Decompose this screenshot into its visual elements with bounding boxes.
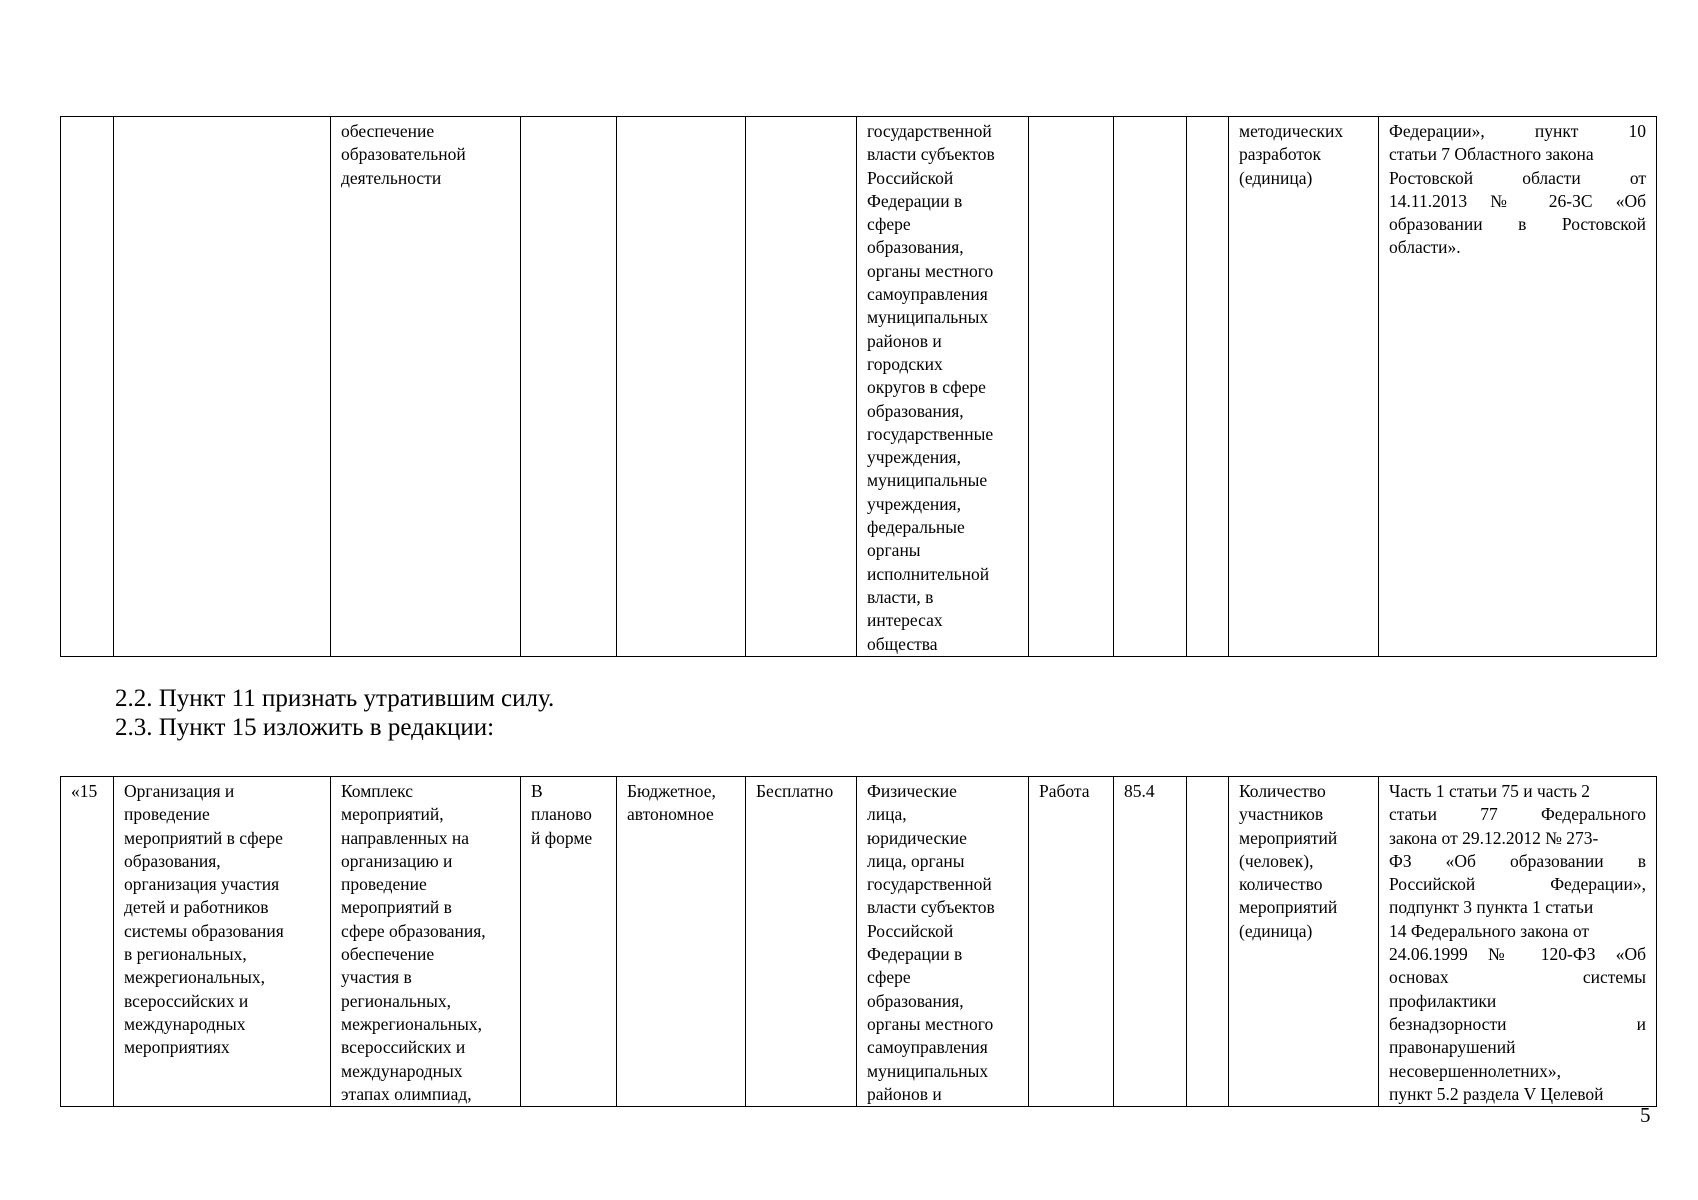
cell-text-line: государственные bbox=[867, 423, 994, 444]
cell-text-line: мероприятий bbox=[1239, 827, 1338, 848]
cell-text-line: межрегиональных, bbox=[124, 967, 265, 988]
cell-text-line: исполнительной bbox=[867, 563, 990, 584]
cell-text-line: основах системы bbox=[1389, 967, 1646, 988]
table-cell bbox=[617, 777, 746, 1107]
cell-text-line: органы местного bbox=[867, 260, 994, 281]
cell-text-line: самоуправления bbox=[867, 1037, 988, 1058]
table-cell bbox=[61, 117, 114, 657]
cell-text-line: округов в сфере bbox=[867, 377, 986, 398]
cell-text-line: системы образования bbox=[124, 920, 284, 941]
table-cell bbox=[114, 777, 331, 1107]
cell-text-line: Комплекс bbox=[341, 781, 413, 801]
table-item-15 bbox=[60, 776, 1657, 1107]
table-cell bbox=[1379, 777, 1657, 1107]
cell-text-line: Бесплатно bbox=[756, 781, 834, 801]
cell-text-line: мероприятий в сфере bbox=[124, 827, 283, 848]
cell-text-line: Ростовской области от bbox=[1389, 167, 1646, 188]
table-cell bbox=[857, 117, 1029, 657]
cell-text-line: региональных, bbox=[341, 990, 452, 1011]
cell-text-line: (единица) bbox=[1239, 920, 1313, 941]
cell-text-line: деятельности bbox=[341, 167, 442, 188]
cell-text-line: (человек), bbox=[1239, 850, 1314, 871]
cell-text-line: автономное bbox=[627, 804, 714, 825]
cell-text-line: статьи 7 Областного закона bbox=[1389, 144, 1594, 165]
cell-text-line: разработок bbox=[1239, 144, 1322, 165]
table-row bbox=[61, 777, 1657, 1107]
table-cell bbox=[1379, 117, 1657, 657]
cell-text-line: области». bbox=[1389, 237, 1461, 258]
table-cell bbox=[1187, 117, 1229, 657]
cell-text-line: закона от 29.12.2012 № 273- bbox=[1389, 827, 1599, 848]
cell-text-line: Федерации», пункт 10 bbox=[1389, 121, 1646, 141]
table-cell bbox=[1229, 777, 1379, 1107]
table-cell bbox=[857, 777, 1029, 1107]
cell-text-line: количество bbox=[1239, 874, 1323, 895]
cell-text-line: организацию и bbox=[341, 850, 453, 871]
cell-text-line: районов и bbox=[867, 1083, 942, 1104]
cell-text-line: органы bbox=[867, 540, 921, 561]
cell-text-line: этапах олимпиад, bbox=[341, 1083, 472, 1104]
cell-text-line: сфере bbox=[867, 214, 911, 235]
cell-text-line: обеспечение bbox=[341, 121, 435, 141]
page-number: 5 bbox=[1640, 1103, 1651, 1127]
cell-text-line: Федерации в bbox=[867, 190, 963, 211]
cell-text-line: Федерации в bbox=[867, 944, 963, 965]
cell-text-line: мероприятий в bbox=[341, 897, 452, 918]
table-cell bbox=[617, 117, 746, 657]
cell-text-line: участия в bbox=[341, 967, 412, 988]
table-cell bbox=[331, 777, 521, 1107]
table-cell bbox=[331, 117, 521, 657]
cell-text-line: муниципальных bbox=[867, 307, 989, 328]
table-cell bbox=[746, 777, 857, 1107]
cell-text-line: проведение bbox=[124, 804, 210, 825]
cell-text-line: учреждения, bbox=[867, 447, 961, 468]
cell-text-line: статьи 77 Федерального bbox=[1389, 804, 1646, 825]
cell-text-line: планово bbox=[531, 804, 592, 825]
cell-text-line: самоуправления bbox=[867, 284, 988, 305]
cell-text-line: безнадзорности и bbox=[1389, 1013, 1646, 1034]
cell-text-line: направленных на bbox=[341, 827, 470, 848]
cell-text-line: муниципальные bbox=[867, 470, 988, 491]
cell-text-line: городских bbox=[867, 353, 943, 374]
cell-text-line: интересах bbox=[867, 610, 943, 631]
table-cell bbox=[1029, 117, 1114, 657]
cell-text-line: лица, bbox=[867, 804, 907, 825]
cell-text-line: всероссийских и bbox=[124, 990, 249, 1011]
cell-text-line: 85.4 bbox=[1124, 781, 1155, 801]
cell-text-line: участников bbox=[1239, 804, 1324, 825]
cell-text-line: несовершеннолетних», bbox=[1389, 1060, 1562, 1081]
cell-text-line: ФЗ «Об образовании в bbox=[1389, 850, 1646, 871]
table-cell bbox=[114, 117, 331, 657]
table-row bbox=[61, 117, 1657, 657]
cell-text-line: мероприятий, bbox=[341, 804, 444, 825]
table-cell bbox=[1114, 117, 1187, 657]
cell-text-line: подпункт 3 пункта 1 статьи bbox=[1389, 897, 1594, 918]
cell-text-line: межрегиональных, bbox=[341, 1013, 482, 1034]
cell-text-line: власти субъектов bbox=[867, 897, 995, 918]
cell-text-line: обеспечение bbox=[341, 944, 435, 965]
cell-text-line: Бюджетное, bbox=[627, 781, 716, 801]
cell-text-line: проведение bbox=[341, 874, 427, 895]
table-cell bbox=[1114, 777, 1187, 1107]
cell-text-line: (единица) bbox=[1239, 167, 1313, 188]
cell-text-line: федеральные bbox=[867, 517, 965, 538]
cell-text-line: Часть 1 статьи 75 и часть 2 bbox=[1389, 781, 1591, 801]
cell-text-line: 24.06.1999 № 120-ФЗ «Об bbox=[1389, 944, 1646, 965]
cell-text-line: й форме bbox=[531, 827, 593, 848]
cell-text-line: юридические bbox=[867, 827, 967, 848]
table-cell bbox=[1229, 117, 1379, 657]
cell-text-line: Физические bbox=[867, 781, 957, 801]
cell-text-line: районов и bbox=[867, 330, 942, 351]
cell-text-line: образования, bbox=[867, 400, 964, 421]
cell-text-line: Российской bbox=[867, 920, 954, 941]
cell-text-line: сфере bbox=[867, 967, 911, 988]
cell-text-line: государственной bbox=[867, 874, 992, 895]
cell-text-line: власти, в bbox=[867, 586, 934, 607]
cell-text-line: «15 bbox=[71, 781, 98, 801]
cell-text-line: муниципальных bbox=[867, 1060, 989, 1081]
cell-text-line: в региональных, bbox=[124, 944, 247, 965]
table-cell bbox=[61, 777, 114, 1107]
cell-text-line: Российской Федерации», bbox=[1389, 874, 1646, 895]
cell-text-line: правонарушений bbox=[1389, 1037, 1516, 1058]
cell-text-line: образовательной bbox=[341, 144, 466, 165]
cell-text-line: 14 Федерального закона от bbox=[1389, 920, 1589, 941]
cell-text-line: мероприятий bbox=[1239, 897, 1338, 918]
cell-text-line: Организация и bbox=[124, 781, 235, 801]
cell-text-line: государственной bbox=[867, 121, 992, 141]
cell-text-line: всероссийских и bbox=[341, 1037, 466, 1058]
paragraph-2-2: 2.2. Пункт 11 признать утратившим силу. bbox=[115, 685, 555, 712]
cell-text-line: образования, bbox=[867, 990, 964, 1011]
cell-text-line: органы местного bbox=[867, 1013, 994, 1034]
cell-text-line: детей и работников bbox=[124, 897, 269, 918]
cell-text-line: пункт 5.2 раздела V Целевой bbox=[1389, 1083, 1604, 1104]
cell-text-line: организация участия bbox=[124, 874, 280, 895]
cell-text-line: Работа bbox=[1039, 781, 1090, 801]
table-cell bbox=[1029, 777, 1114, 1107]
cell-text-line: учреждения, bbox=[867, 493, 961, 514]
cell-text-line: методических bbox=[1239, 121, 1344, 141]
cell-text-line: власти субъектов bbox=[867, 144, 995, 165]
cell-text-line: лица, органы bbox=[867, 850, 965, 871]
cell-text-line: общества bbox=[867, 633, 938, 654]
cell-text-line: образования, bbox=[124, 850, 221, 871]
cell-text-line: 14.11.2013 № 26-ЗС «Об bbox=[1389, 190, 1646, 211]
cell-text-line: сфере образования, bbox=[341, 920, 486, 941]
cell-text-line: международных bbox=[341, 1060, 463, 1081]
table-continuation bbox=[60, 116, 1657, 657]
cell-text-line: образовании в Ростовской bbox=[1389, 214, 1646, 235]
table-cell bbox=[521, 117, 617, 657]
cell-text-line: профилактики bbox=[1389, 990, 1497, 1011]
table-cell bbox=[746, 117, 857, 657]
paragraph-2-3: 2.3. Пункт 15 изложить в редакции: bbox=[115, 714, 495, 741]
table-cell bbox=[1187, 777, 1229, 1107]
cell-text-line: Российской bbox=[867, 167, 954, 188]
cell-text-line: В bbox=[531, 781, 543, 801]
cell-text-line: Количество bbox=[1239, 781, 1326, 801]
cell-text-line: мероприятиях bbox=[124, 1037, 230, 1058]
cell-text-line: международных bbox=[124, 1013, 246, 1034]
table-cell bbox=[521, 777, 617, 1107]
cell-text-line: образования, bbox=[867, 237, 964, 258]
